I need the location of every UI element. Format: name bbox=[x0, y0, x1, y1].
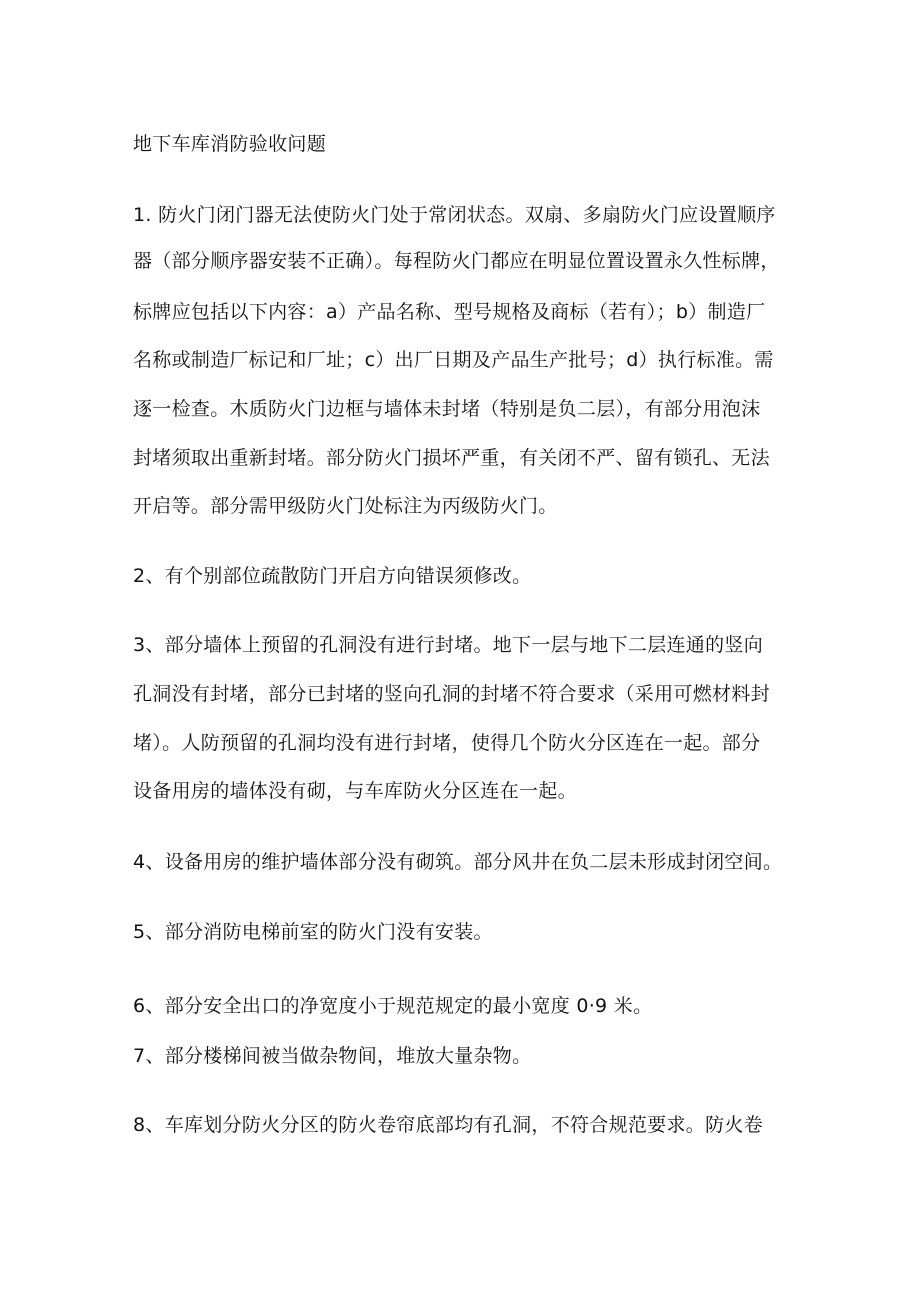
paragraph-3-line-1: 3、部分墙体上预留的孔洞没有进行封堵。地下一层与地下二层连通的竖向 bbox=[133, 634, 763, 656]
paragraph-1-line-5: 逐一检查。木质防火门边框与墙体未封堵（特别是负二层），有部分用泡沫 bbox=[133, 398, 761, 420]
paragraph-3-line-3: 堵）。人防预留的孔洞均没有进行封堵，使得几个防火分区连在一起。部分 bbox=[133, 732, 761, 754]
paragraph-1-line-4: 名称或制造厂标记和厂址；c）出厂日期及产品生产批号；d）执行标准。需 bbox=[133, 349, 774, 371]
paragraph-5: 5、部分消防电梯前室的防火门没有安装。 bbox=[133, 921, 493, 943]
paragraph-1-line-6: 封堵须取出重新封堵。部分防火门损坏严重，有关闭不严、留有锁孔、无法 bbox=[133, 447, 770, 469]
paragraph-3-line-2: 孔洞没有封堵，部分已封堵的竖向孔洞的封堵不符合要求（采用可燃材料封 bbox=[133, 683, 770, 705]
paragraph-6: 6、部分安全出口的净宽度小于规范规定的最小宽度 0·9 米。 bbox=[133, 995, 653, 1017]
paragraph-1-line-3: 标牌应包括以下内容：a）产品名称、型号规格及商标（若有）；b）制造厂 bbox=[133, 301, 766, 323]
document-title: 地下车库消防验收问题 bbox=[133, 133, 327, 155]
paragraph-1-line-7: 开启等。部分需甲级防火门处标注为丙级防火门。 bbox=[133, 495, 558, 517]
paragraph-1-line-1: 1. 防火门闭门器无法使防火门处于常闭状态。双扇、多扇防火门应设置顺序 bbox=[133, 204, 776, 226]
paragraph-2: 2、有个别部位疏散防门开启方向错误须修改。 bbox=[133, 565, 532, 587]
paragraph-7: 7、部分楼梯间被当做杂物间，堆放大量杂物。 bbox=[133, 1045, 532, 1067]
paragraph-4: 4、设备用房的维护墙体部分没有砌筑。部分风井在负二层未形成封闭空间。 bbox=[133, 851, 783, 873]
paragraph-1-line-2: 器（部分顺序器安装不正确）。每程防火门都应在明显位置设置永久性标牌， bbox=[133, 250, 780, 272]
paragraph-3-line-4: 设备用房的墙体没有砌，与车库防火分区连在一起。 bbox=[133, 780, 577, 802]
paragraph-8-line-1: 8、车库划分防火分区的防火卷帘底部均有孔洞，不符合规范要求。防火卷 bbox=[133, 1114, 763, 1136]
